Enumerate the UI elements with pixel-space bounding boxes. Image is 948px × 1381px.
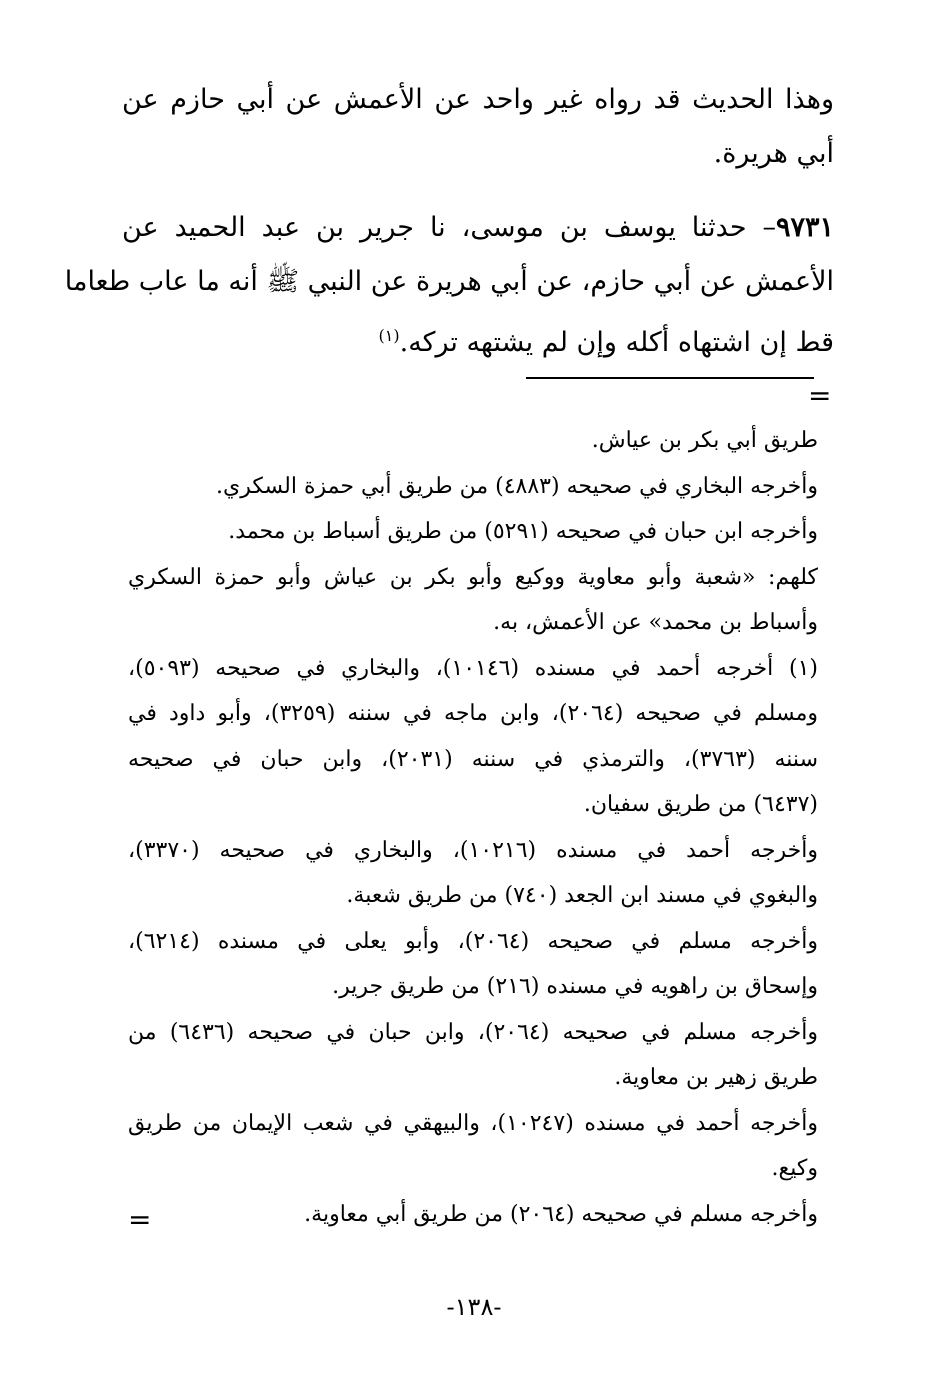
footnote-separator bbox=[526, 377, 814, 379]
footnote-line: وأخرجه أحمد في مسنده (١٠٢٤٧)، والبيهقي في شعب الإيمان من طريق bbox=[128, 1111, 818, 1136]
footnote-line: وأخرجه مسلم في صحيحه (٢٠٦٤) من طريق أبي معاوية. bbox=[304, 1202, 818, 1227]
footnote-line: (١) أخرجه أحمد في مسنده (١٠١٤٦)، والبخاري في صحيحه (٥٠٩٣)، bbox=[128, 656, 818, 681]
hadith-text-line bbox=[122, 316, 834, 363]
footnote-line: وأخرجه ابن حبان في صحيحه (٥٢٩١) من طريق أسباط بن محمد. bbox=[228, 519, 818, 544]
hadith-entry-line bbox=[122, 208, 834, 248]
footnote-line: (٦٤٣٧) من طريق سفيان. bbox=[583, 792, 818, 817]
page-number: -١٣٨- bbox=[446, 1293, 502, 1321]
hadith-number: ٩٧٣١ bbox=[775, 212, 834, 243]
footnote-line: ومسلم في صحيحه (٢٠٦٤)، وابن ماجه في سننه (٣٢٥٩)، وأبو داود في bbox=[128, 701, 818, 726]
hadith-text-line: الأعمش عن أبي حازم، عن أبي هريرة عن النبي ﷺ أنه ما عاب طعاما bbox=[64, 266, 834, 297]
footnote-line: وأسباط بن محمد» عن الأعمش، به. bbox=[493, 610, 818, 635]
continuation-mark-top: = bbox=[808, 379, 832, 412]
footnote-line: وإسحاق بن راهويه في مسنده (٢١٦) من طريق جرير. bbox=[332, 974, 818, 999]
footnote-line: كلهم: «شعبة وأبو معاوية ووكيع وأبو بكر بن عياش وأبو حمزة السكري bbox=[128, 565, 818, 590]
main-text-line: وهذا الحديث قد رواه غير واحد عن الأعمش عن أبي حازم عن bbox=[122, 84, 834, 115]
footnote-line: وأخرجه مسلم في صحيحه (٢٠٦٤)، وابن حبان في صحيحه (٦٤٣٦) من bbox=[128, 1020, 818, 1045]
footnote-line: طريق زهير بن معاوية. bbox=[614, 1065, 818, 1090]
hadith-text: – حدثنا يوسف بن موسى، نا جرير بن عبد الحميد عن bbox=[122, 212, 776, 243]
continuation-mark-bottom: = bbox=[128, 1203, 152, 1236]
footnote-line: طريق أبي بكر بن عياش. bbox=[591, 428, 818, 453]
footnote-line: وأخرجه مسلم في صحيحه (٢٠٦٤)، وأبو يعلى في مسنده (٦٢١٤)، bbox=[128, 929, 818, 954]
footnote-line: وكيع. bbox=[771, 1156, 818, 1181]
footnote-line: وأخرجه أحمد في مسنده (١٠٢١٦)، والبخاري في صحيحه (٣٣٧٠)، bbox=[128, 838, 818, 863]
main-text-line: أبي هريرة. bbox=[713, 138, 834, 169]
footnote-line: والبغوي في مسند ابن الجعد (٧٤٠) من طريق شعبة. bbox=[346, 883, 818, 908]
footnote-line: سننه (٣٧٦٣)، والترمذي في سننه (٢٠٣١)، وابن حبان في صحيحه bbox=[128, 747, 819, 772]
footnote-line: وأخرجه البخاري في صحيحه (٤٨٨٣) من طريق أبي حمزة السكري. bbox=[216, 474, 818, 499]
hadith-text: قط إن اشتهاه أكله وإن لم يشتهه تركه. bbox=[399, 327, 834, 358]
footnote-reference: (١) bbox=[378, 326, 400, 345]
